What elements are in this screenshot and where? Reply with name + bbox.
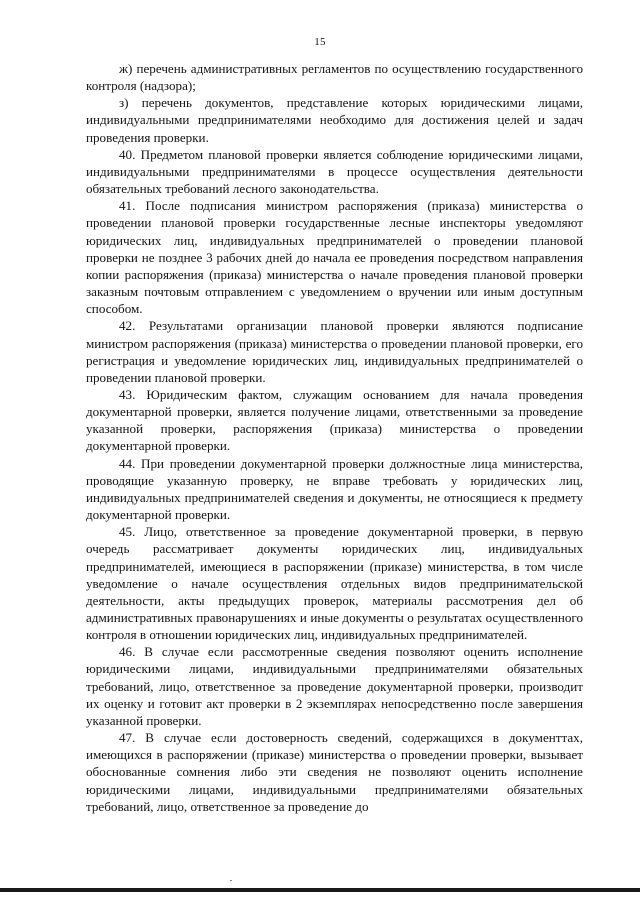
page-number: 15 [314, 36, 326, 48]
page-bottom-edge [0, 888, 640, 892]
document-body [86, 60, 583, 815]
paragraph-46: 46. В случае если рассмотренные сведения позволяют оценить исполнение юридическими лицами, индивидуальными предпринимателями обязательных требований, лицо, ответственное за проведение документарной проверки, производит их оценку и готовит акт проверки в 2 экземплярах непосредственно после завершения указанной проверки. [86, 644, 583, 728]
paragraph-45: 45. Лицо, ответственное за проведение документарной проверки, в первую очередь рассматривает документы юридических лиц, индивидуальных предпринимателей, имеющиеся в распоряжении (приказе) министерства, в том числе уведомление о начале осуществления отдельных видов предпринимательской деятельности, акты предыдущих проверок, материалы рассмотрения дел об административных правонарушениях и иные документы о результатах осуществленного контроля в отношении юридических лиц, индивидуальных предпринимателей. [86, 524, 583, 643]
paragraph-43: 43. Юридическим фактом, служащим основанием для начала проведения документарной проверки, является получение лицами, ответственными за проведение указанной проверки, распоряжения (приказа) министерства о проведении документарной проверки. [86, 386, 583, 454]
scan-speck [230, 880, 232, 881]
paragraph-40: 40. Предметом плановой проверки является соблюдение юридическими лицами, индивидуальными предпринимателями в процессе осуществления деятельности обязательных требований лесного законодательства. [86, 146, 583, 197]
paragraph-47: 47. В случае если достоверность сведений, содержащихся в документтах, имеющихся в распоряжении (приказе) министерства о проведении проверки, вызывает обоснованные сомнения либо эти сведения не позволяют оценить исполнение юридическими лицами, индивидуальными предпринимателями обязательных требований, лицо, ответственное за проведение до [86, 730, 583, 814]
paragraph-44: 44. При проведении документарной проверки должностные лица министерства, проводящие указанную проверку, не вправе требовать у юридических лиц, индивидуальных предпринимателей сведения и документы, не относящиеся к предмету документарной проверки. [86, 455, 583, 523]
paragraph-41: 41. После подписания министром распоряжения (приказа) министерства о проведении плановой проверки государственные лесные инспекторы уведомляют юридических лиц, индивидуальных предпринимателей о проведении плановой проверки не позднее 3 рабочих дней до начала ее проведения посредством направления копии распоряжения (приказа) министерства о начале проведения плановой проверки заказным почтовым отправлением с уведомлением о вручении или иным доступным способом. [86, 198, 583, 317]
paragraph-item-z: з) перечень документов, представление которых юридическими лицами, индивидуальными предпринимателями необходимо для достижения целей и задач проведения проверки. [86, 95, 583, 145]
paragraph-42: 42. Результатами организации плановой проверки являются подписание министром распоряжения (приказа) министерства о проведении плановой проверки, его регистрация и уведомление юридических лиц, индивидуальных предпринимателей о проведении плановой проверки. [86, 318, 583, 385]
paragraph-item-zh: ж) перечень административных регламентов по осуществлению государственного контроля (надзора); [86, 61, 583, 94]
